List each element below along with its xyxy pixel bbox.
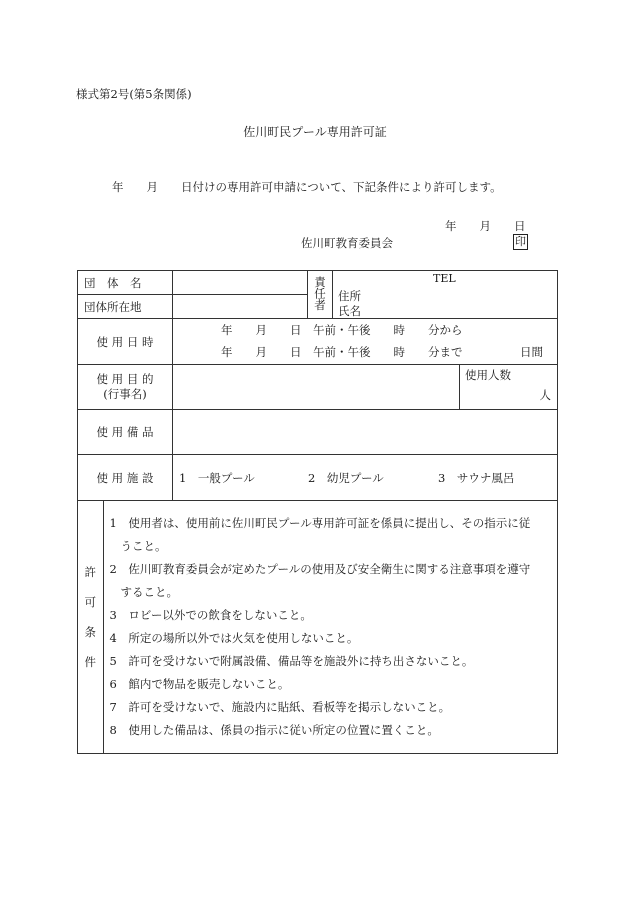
form-reference: 様式第2号(第5条関係) bbox=[76, 87, 192, 101]
group-name-field[interactable] bbox=[173, 271, 308, 295]
address-label: 住所 bbox=[338, 289, 361, 303]
people-count-field[interactable] bbox=[460, 365, 558, 410]
condition-item: 3 ロビー以外での飲食をしないこと。 bbox=[109, 608, 312, 622]
group-address-field[interactable] bbox=[173, 295, 308, 319]
facility-label: 使 用 施 設 bbox=[78, 455, 173, 501]
group-address-label: 団体所在地 bbox=[78, 295, 173, 319]
datetime-to: 年 月 日 午前・午後 時 分まで bbox=[221, 345, 463, 359]
issuer-name: 佐川町教育委員会 bbox=[301, 236, 393, 250]
condition-item: 5 許可を受けないで附属設備、備品等を施設外に持ち出さないこと。 bbox=[109, 654, 474, 668]
people-unit: 人 bbox=[539, 388, 551, 402]
condition-item: 1 使用者は、使用前に佐川町民プール専用許可証を係員に提出し、その指示に従 bbox=[109, 516, 531, 530]
condition-item: すること。 bbox=[120, 585, 178, 599]
purpose-field[interactable] bbox=[173, 365, 460, 410]
facility-option-3[interactable]: 3 サウナ風呂 bbox=[438, 471, 515, 485]
conditions-list bbox=[103, 501, 557, 753]
condition-item: 4 所定の場所以外では火気を使用しないこと。 bbox=[109, 631, 359, 645]
intro-text: 年 月 日付けの専用許可申請について、下記条件により許可します。 bbox=[112, 180, 502, 194]
conditions-label: 許可条件 bbox=[78, 501, 103, 753]
facility-option-2[interactable]: 2 幼児プール bbox=[308, 471, 384, 485]
group-name-label: 団 体 名 bbox=[78, 271, 173, 295]
people-count-label: 使用人数 bbox=[465, 368, 511, 382]
responsible-field[interactable] bbox=[333, 271, 558, 319]
facility-option-1[interactable]: 1 一般プール bbox=[179, 471, 255, 485]
condition-item: うこと。 bbox=[120, 539, 167, 553]
tel-label: TEL bbox=[433, 272, 456, 285]
datetime-label: 使 用 日 時 bbox=[78, 319, 173, 365]
datetime-field[interactable] bbox=[173, 319, 558, 365]
condition-item: 8 使用した備品は、係員の指示に従い所定の位置に置くこと。 bbox=[109, 723, 439, 737]
name-label: 氏名 bbox=[338, 304, 361, 318]
equipment-label: 使 用 備 品 bbox=[78, 410, 173, 455]
facility-options bbox=[173, 455, 558, 501]
days-label: 日間 bbox=[520, 345, 543, 359]
issue-date: 年 月 日 bbox=[445, 219, 526, 233]
responsible-label: 責任者 bbox=[308, 271, 333, 319]
equipment-field[interactable] bbox=[173, 410, 558, 455]
document-title: 佐川町民プール専用許可証 bbox=[243, 125, 387, 139]
permit-form-table bbox=[77, 270, 558, 754]
datetime-from: 年 月 日 午前・午後 時 分から bbox=[221, 323, 463, 337]
condition-item: 2 佐川町教育委員会が定めたプールの使用及び安全衛生に関する注意事項を遵守 bbox=[109, 562, 531, 576]
seal-mark: 印 bbox=[515, 235, 526, 248]
purpose-label: 使 用 目 的 (行事名) bbox=[78, 365, 173, 410]
condition-item: 6 館内で物品を販売しないこと。 bbox=[109, 677, 290, 691]
condition-item: 7 許可を受けないで、施設内に貼紙、看板等を掲示しないこと。 bbox=[109, 700, 451, 714]
